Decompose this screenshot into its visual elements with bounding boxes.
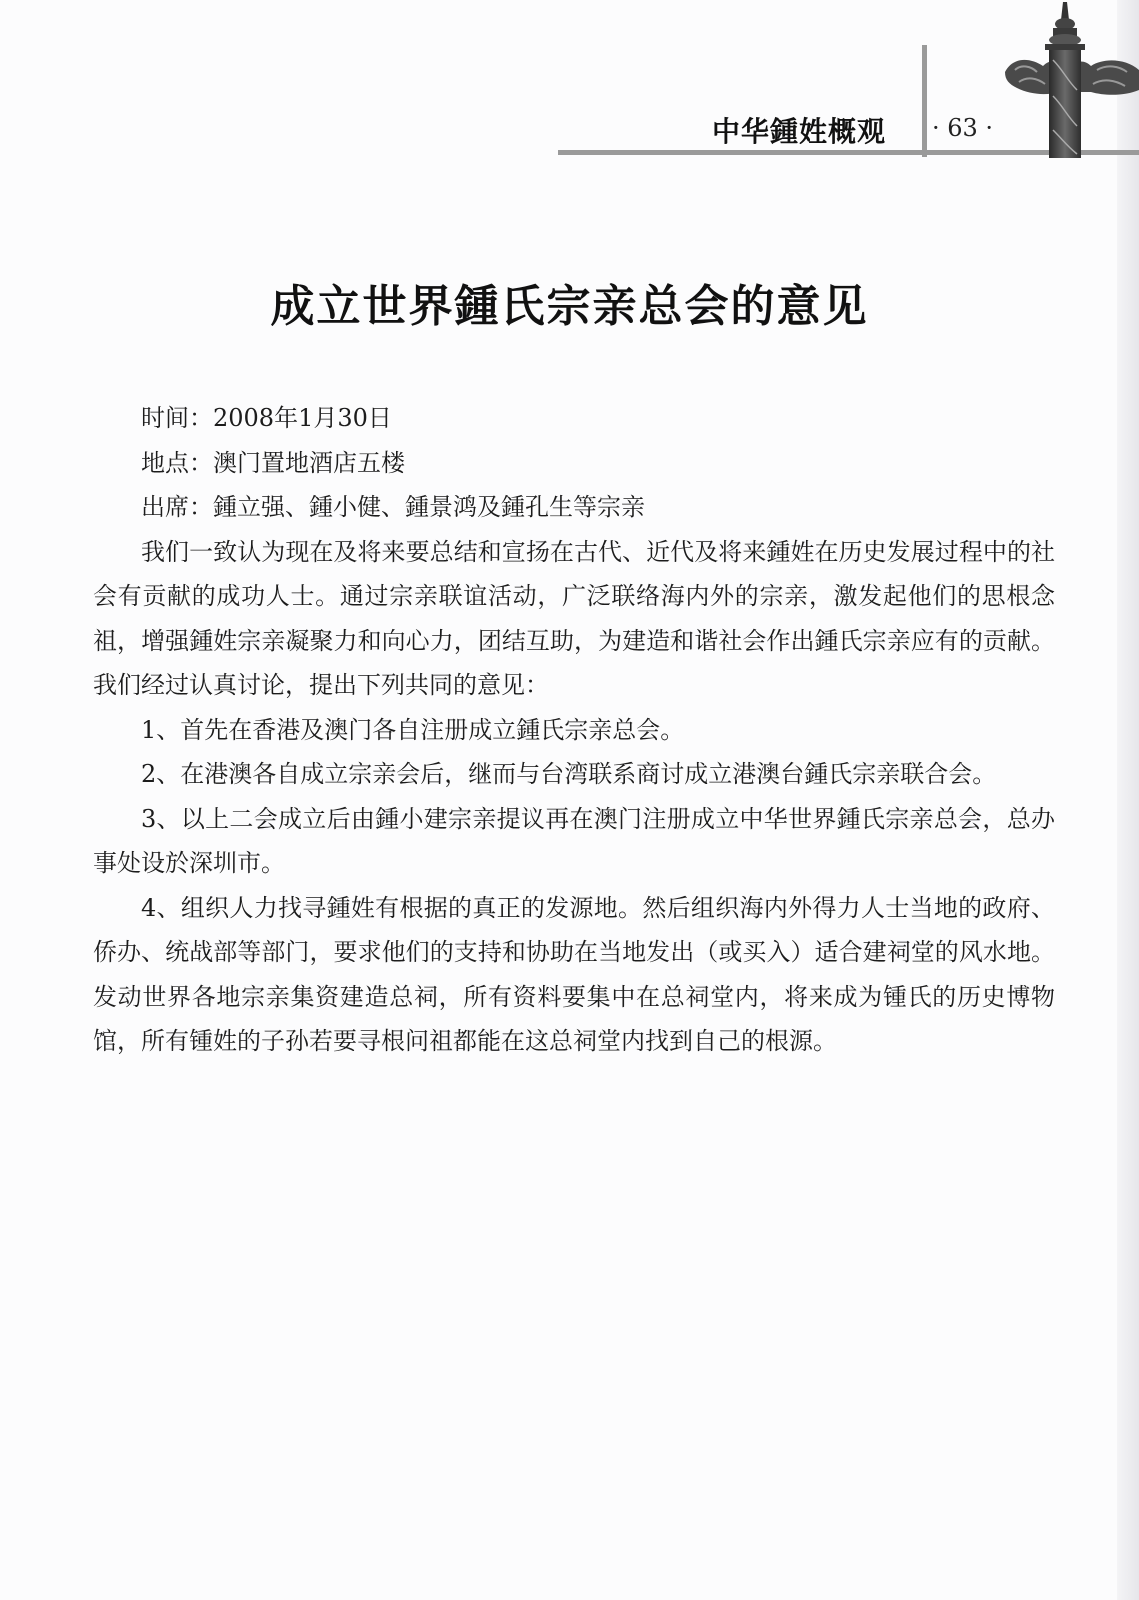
page-number: · 63 · (932, 114, 994, 142)
meeting-attendees: 出席：鍾立强、鍾小健、鍾景鸿及鍾孔生等宗亲 (141, 493, 645, 521)
header-divider-vertical (922, 45, 927, 157)
list-item: 4、组织人力找寻鍾姓有根据的真正的发源地。然后组织海内外得力人士当地的政府、侨办、统战部等部门，要求他们的支持和协助在当地发出（或买入）适合建祠堂的风水地。发动世界各地宗亲集资建造总祠，所有资料要集中在总祠堂内，将来成为锺氏的历史博物馆，所有锺姓的子孙若要寻根问祖都能在这总祠堂内找到自己的根源。 (93, 893, 1055, 1055)
intro-paragraph: 我们一致认为现在及将来要总结和宣扬在古代、近代及将来鍾姓在历史发展过程中的社会有贡献的成功人士。通过宗亲联谊活动，广泛联络海内外的宗亲，激发起他们的思根念祖，增强鍾姓宗亲凝聚力和向心力，团结互助，为建造和谐社会作出鍾氏宗亲应有的贡献。我们经过认真讨论，提出下列共同的意见： (93, 537, 1055, 699)
meeting-time: 时间：2008年1月30日 (141, 404, 392, 432)
list-item: 2、在港澳各自成立宗亲会后，继而与台湾联系商讨成立港澳台鍾氏宗亲联合会。 (141, 760, 997, 788)
meeting-place: 地点：澳门置地酒店五楼 (141, 448, 405, 477)
huabiao-pillar-icon (1005, 0, 1139, 158)
document-title: 成立世界鍾氏宗亲总会的意见 (270, 281, 869, 332)
list-item: 1、首先在香港及澳门各自注册成立鍾氏宗亲总会。 (141, 715, 685, 744)
page-edge-shadow (1117, 0, 1139, 1600)
running-header-title: 中华鍾姓概观 (712, 115, 887, 148)
document-body (93, 396, 1055, 1064)
list-item: 3、以上二会成立后由鍾小建宗亲提议再在澳门注册成立中华世界鍾氏宗亲总会，总办事处设於深圳市。 (93, 804, 1055, 877)
